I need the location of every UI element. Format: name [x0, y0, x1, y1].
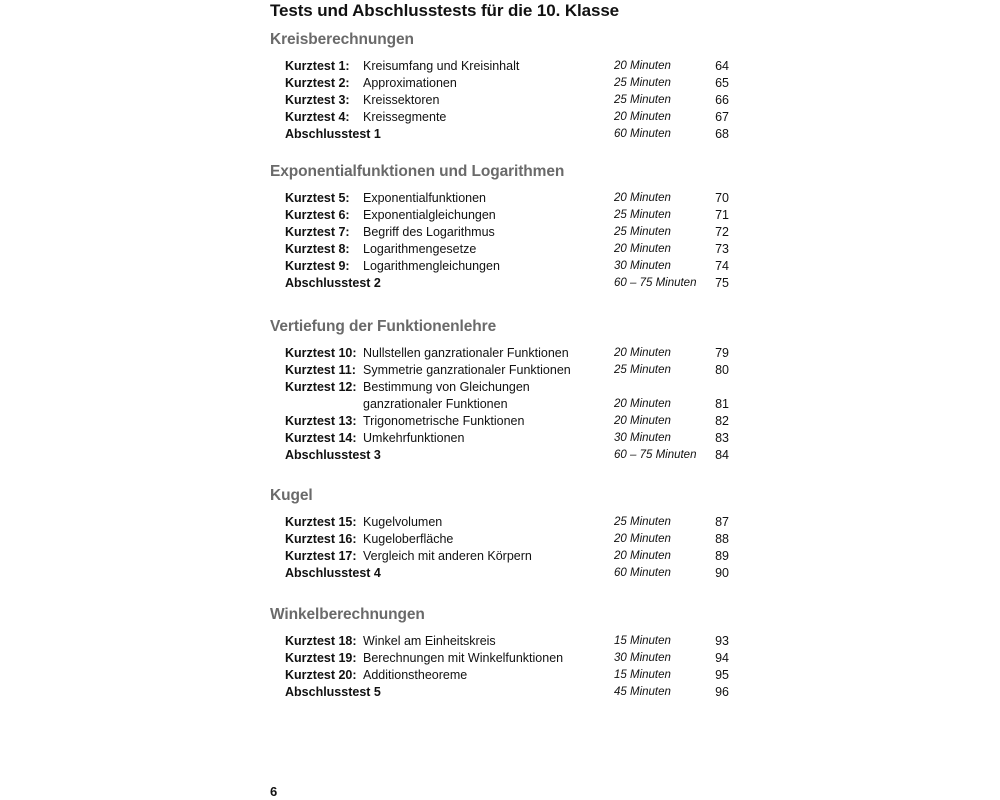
test-label: Abschlusstest 3: [285, 448, 381, 462]
test-label: Kurztest 17:: [285, 549, 357, 563]
test-topic: Nullstellen ganzrationaler Funktionen: [363, 346, 569, 360]
test-label: Kurztest 16:: [285, 532, 357, 546]
test-topic: Logarithmengleichungen: [363, 259, 500, 273]
test-duration: 20 Minuten: [614, 347, 671, 359]
page-reference: 66: [715, 93, 729, 107]
page-reference: 95: [715, 668, 729, 682]
test-duration: 25 Minuten: [614, 209, 671, 221]
toc-entry[interactable]: [270, 362, 740, 379]
page-reference: 68: [715, 127, 729, 141]
page-reference: 87: [715, 515, 729, 529]
section-heading: Exponentialfunktionen und Logarithmen: [270, 163, 565, 180]
test-label: Abschlusstest 1: [285, 127, 381, 141]
toc-entry[interactable]: [270, 75, 740, 92]
test-topic: Logarithmengesetze: [363, 242, 477, 256]
page-number: 6: [270, 784, 278, 799]
page-reference: 79: [715, 346, 729, 360]
test-duration: 25 Minuten: [614, 77, 671, 89]
toc-entry[interactable]: [270, 92, 740, 109]
test-label: Kurztest 19:: [285, 651, 357, 665]
section-heading: Vertiefung der Funktionenlehre: [270, 318, 497, 335]
test-label: Abschlusstest 4: [285, 566, 381, 580]
test-label: Kurztest 5:: [285, 191, 350, 205]
test-duration: 20 Minuten: [614, 533, 671, 545]
toc-entry[interactable]: [270, 190, 740, 207]
toc-entry[interactable]: [270, 430, 740, 447]
toc-entry-continuation[interactable]: [270, 396, 740, 413]
test-label: Kurztest 1:: [285, 59, 350, 73]
page-reference: 82: [715, 414, 729, 428]
test-topic: Bestimmung von Gleichungen: [363, 380, 530, 394]
toc-entry[interactable]: [270, 413, 740, 430]
section-exponentialfunktionen: [270, 161, 740, 292]
toc-entry[interactable]: [270, 58, 740, 75]
test-label: Abschlusstest 2: [285, 276, 381, 290]
test-duration: 60 – 75 Minuten: [614, 449, 697, 461]
page-reference: 64: [715, 59, 729, 73]
page-reference: 94: [715, 651, 729, 665]
page-reference: 72: [715, 225, 729, 239]
page-reference: 83: [715, 431, 729, 445]
test-duration: 25 Minuten: [614, 94, 671, 106]
test-duration: 30 Minuten: [614, 260, 671, 272]
test-label: Kurztest 18:: [285, 634, 357, 648]
toc-entry[interactable]: [270, 258, 740, 275]
test-topic: Begriff des Logarithmus: [363, 225, 495, 239]
toc-entry[interactable]: [270, 379, 740, 396]
toc-entry[interactable]: [270, 241, 740, 258]
test-topic: Kreisumfang und Kreisinhalt: [363, 59, 520, 73]
section-heading: Winkelberechnungen: [270, 606, 425, 623]
test-topic: ganzrationaler Funktionen: [363, 397, 508, 411]
toc-entry[interactable]: [270, 650, 740, 667]
test-duration: 25 Minuten: [614, 364, 671, 376]
page-reference: 75: [715, 276, 729, 290]
test-duration: 25 Minuten: [614, 226, 671, 238]
test-duration: 60 – 75 Minuten: [614, 277, 697, 289]
section-winkelberechnungen: [270, 604, 740, 701]
test-topic: Approximationen: [363, 76, 457, 90]
page-reference: 81: [715, 397, 729, 411]
section-kreisberechnungen: [270, 29, 740, 143]
test-duration: 15 Minuten: [614, 635, 671, 647]
page-reference: 71: [715, 208, 729, 222]
test-topic: Kreissegmente: [363, 110, 447, 124]
test-duration: 20 Minuten: [614, 60, 671, 72]
page-reference: 67: [715, 110, 729, 124]
page-reference: 88: [715, 532, 729, 546]
test-duration: 20 Minuten: [614, 398, 671, 410]
test-topic: Exponentialgleichungen: [363, 208, 496, 222]
test-duration: 60 Minuten: [614, 128, 671, 140]
test-topic: Winkel am Einheitskreis: [363, 634, 496, 648]
test-label: Kurztest 20:: [285, 668, 357, 682]
test-duration: 20 Minuten: [614, 192, 671, 204]
toc-entry[interactable]: [270, 667, 740, 684]
test-duration: 15 Minuten: [614, 669, 671, 681]
test-duration: 20 Minuten: [614, 415, 671, 427]
page-reference: 84: [715, 448, 729, 462]
test-label: Kurztest 6:: [285, 208, 350, 222]
toc-entry-final-test[interactable]: [270, 684, 740, 701]
test-topic: Kugelvolumen: [363, 515, 443, 529]
test-topic: Trigonometrische Funktionen: [363, 414, 525, 428]
test-duration: 60 Minuten: [614, 567, 671, 579]
page-reference: 65: [715, 76, 729, 90]
toc-entry[interactable]: [270, 224, 740, 241]
toc-entry[interactable]: [270, 514, 740, 531]
page-reference: 90: [715, 566, 729, 580]
test-label: Kurztest 15:: [285, 515, 357, 529]
toc-entry-final-test[interactable]: [270, 126, 740, 143]
test-label: Kurztest 4:: [285, 110, 350, 124]
toc-entry-final-test[interactable]: [270, 275, 740, 292]
toc-entry[interactable]: [270, 207, 740, 224]
test-label: Kurztest 14:: [285, 431, 357, 445]
section-heading: Kreisberechnungen: [270, 31, 414, 48]
test-label: Kurztest 3:: [285, 93, 350, 107]
test-topic: Exponentialfunktionen: [363, 191, 487, 205]
test-label: Kurztest 2:: [285, 76, 350, 90]
test-label: Kurztest 10:: [285, 346, 357, 360]
test-topic: Berechnungen mit Winkelfunktionen: [363, 651, 564, 665]
page-reference: 96: [715, 685, 729, 699]
toc-entry[interactable]: [270, 548, 740, 565]
section-heading: Kugel: [270, 487, 313, 504]
toc-entry[interactable]: [270, 531, 740, 548]
test-topic: Kreissektoren: [363, 93, 440, 107]
test-label: Kurztest 7:: [285, 225, 350, 239]
page-reference: 89: [715, 549, 729, 563]
test-duration: 30 Minuten: [614, 652, 671, 664]
test-duration: 20 Minuten: [614, 243, 671, 255]
toc-entry[interactable]: [270, 345, 740, 362]
test-label: Kurztest 13:: [285, 414, 357, 428]
toc-entry-final-test[interactable]: [270, 447, 740, 464]
toc-entry-final-test[interactable]: [270, 565, 740, 582]
test-duration: 20 Minuten: [614, 550, 671, 562]
test-label: Abschlusstest 5: [285, 685, 381, 699]
toc-entry[interactable]: [270, 109, 740, 126]
test-duration: 20 Minuten: [614, 111, 671, 123]
test-topic: Umkehrfunktionen: [363, 431, 465, 445]
test-topic: Vergleich mit anderen Körpern: [363, 549, 532, 563]
test-topic: Symmetrie ganzrationaler Funktionen: [363, 363, 571, 377]
test-label: Kurztest 11:: [285, 363, 356, 377]
test-topic: Kugeloberfläche: [363, 532, 454, 546]
page-reference: 93: [715, 634, 729, 648]
page-reference: 80: [715, 363, 729, 377]
test-duration: 45 Minuten: [614, 686, 671, 698]
toc-entry[interactable]: [270, 633, 740, 650]
page-reference: 70: [715, 191, 729, 205]
section-kugel: [270, 485, 740, 582]
page-reference: 73: [715, 242, 729, 256]
page-title: Tests und Abschlusstests für die 10. Klasse: [270, 1, 620, 20]
section-funktionenlehre: [270, 316, 740, 464]
test-label: Kurztest 8:: [285, 242, 350, 256]
test-duration: 25 Minuten: [614, 516, 671, 528]
test-label: Kurztest 12:: [285, 380, 357, 394]
page-reference: 74: [715, 259, 729, 273]
test-topic: Additionstheoreme: [363, 668, 468, 682]
test-label: Kurztest 9:: [285, 259, 350, 273]
test-duration: 30 Minuten: [614, 432, 671, 444]
